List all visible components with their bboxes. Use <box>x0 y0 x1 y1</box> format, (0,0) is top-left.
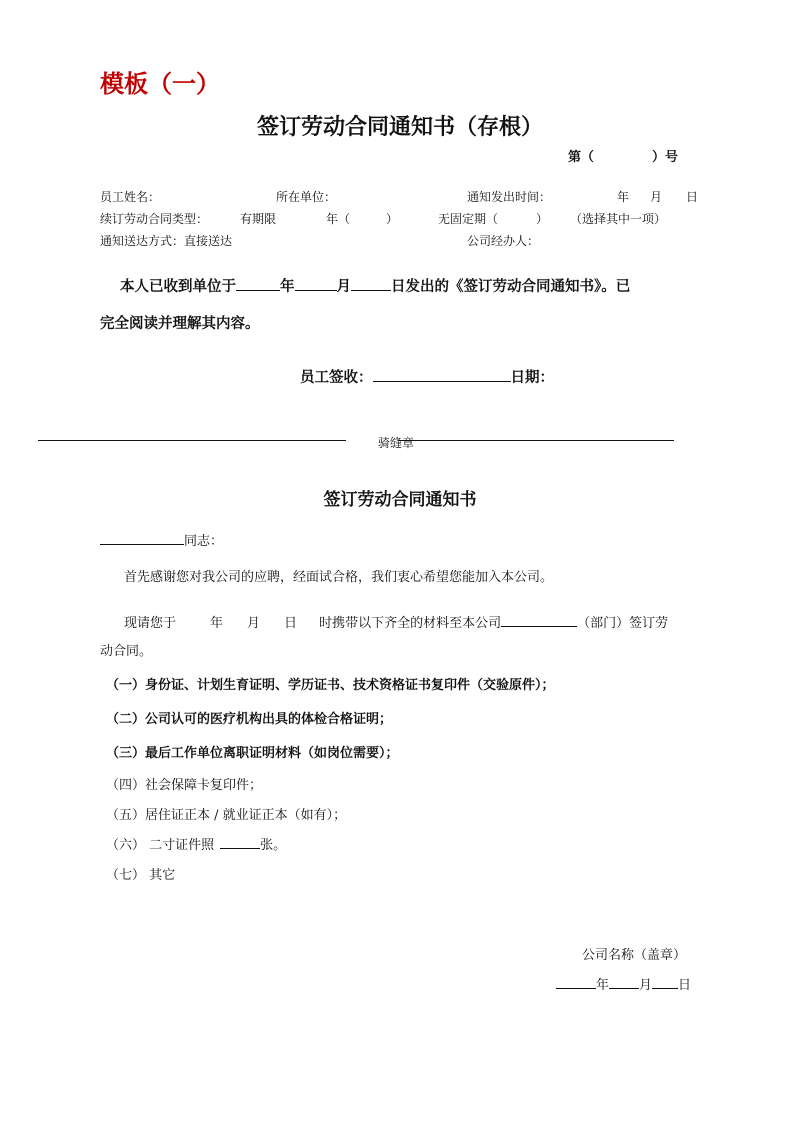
perforation-line-left <box>38 440 346 441</box>
employee-sign-row <box>300 366 554 387</box>
name-blank[interactable] <box>100 531 184 545</box>
list-item-1: （一）身份证、计划生育证明、学历证书、技术资格证书复印件（交验原件）； <box>106 678 555 693</box>
number-suffix: ）号 <box>652 150 679 165</box>
list-item-3: （三）最后工作单位离职证明材料（如岗位需要）； <box>106 746 399 761</box>
ack-text-b: 日发出的《签订劳动合同通知书》。已 <box>391 278 631 295</box>
company-year-blank[interactable] <box>556 975 596 989</box>
choose-one-note: （选择其中一项） <box>570 212 667 226</box>
fixed-term-years: 年（ <box>326 212 351 226</box>
acknowledgement-line-1 <box>120 275 630 296</box>
template-label: 模板（一） <box>100 69 220 98</box>
invite-line-1 <box>124 612 668 631</box>
list-item-6 <box>106 834 286 853</box>
sign-blank[interactable] <box>373 367 511 383</box>
ack-month-blank[interactable] <box>295 276 337 292</box>
company-day-blank[interactable] <box>652 975 678 989</box>
company-seal-label: 公司名称（盖章） <box>582 948 687 963</box>
unit-label: 所在单位： <box>276 190 337 204</box>
photo-count-blank[interactable] <box>220 835 260 849</box>
notice-title: 签订劳动合同通知书 <box>323 490 477 510</box>
open-term-close: ） <box>536 212 549 226</box>
company-year: 年 <box>596 978 610 993</box>
invite-text-c: （部门）签订劳 <box>577 616 669 631</box>
greeting: 首先感谢您对我公司的应聘，经面试合格，我们衷心希望您能加入本公司。 <box>124 570 554 585</box>
acknowledgement-line-2: 完全阅读并理解其内容。 <box>100 315 260 332</box>
invite-text-a: 现请您于 <box>124 616 177 631</box>
invite-line-2: 动合同。 <box>100 644 153 659</box>
invite-month: 月 <box>247 616 261 631</box>
department-blank[interactable] <box>501 613 577 627</box>
stub-number <box>568 146 678 165</box>
perforation-line-right <box>398 440 674 441</box>
company-day: 日 <box>678 978 692 993</box>
list-item-4: （四）社会保障卡复印件； <box>106 778 263 793</box>
list-item-2: （二）公司认可的医疗机构出具的体检合格证明； <box>106 712 393 727</box>
fixed-term-option: 有期限 <box>240 212 277 226</box>
ack-text-a: 本人已收到单位于 <box>120 278 236 295</box>
notice-day: 日 <box>686 190 699 204</box>
fixed-term-close: ） <box>386 212 399 226</box>
invite-text-b: 时携带以下齐全的材料至本公司 <box>319 616 502 631</box>
ack-day-blank[interactable] <box>351 276 391 292</box>
company-month: 月 <box>639 978 653 993</box>
list-item-5: （五）居住证正本 / 就业证正本（如有）； <box>106 808 347 823</box>
notice-month: 月 <box>650 190 663 204</box>
company-month-blank[interactable] <box>609 975 639 989</box>
delivery-label: 通知送达方式： <box>100 234 185 248</box>
notice-time-label: 通知发出时间： <box>467 190 552 204</box>
contract-type-label: 续订劳动合同类型： <box>100 212 209 226</box>
employee-name-label: 员工姓名： <box>100 190 161 204</box>
photo-unit: 张。 <box>260 838 287 853</box>
photo-text: （六） 二寸证件照 <box>106 838 215 853</box>
ack-month: 月 <box>336 278 351 295</box>
date-label: 日期： <box>510 369 554 386</box>
list-item-7: （七） 其它 <box>106 868 176 883</box>
salutation: 同志： <box>184 534 224 549</box>
number-prefix: 第（ <box>568 150 595 165</box>
salutation-row <box>100 530 223 549</box>
ack-year-blank[interactable] <box>236 276 280 292</box>
ack-year: 年 <box>280 278 295 295</box>
handler-label: 公司经办人： <box>467 234 540 248</box>
sign-label: 员工签收： <box>300 369 373 386</box>
delivery-method-label <box>100 232 232 249</box>
invite-year: 年 <box>210 616 224 631</box>
perforation-seal-label: 骑缝章 <box>378 436 415 450</box>
notice-year: 年 <box>617 190 630 204</box>
stub-title: 签订劳动合同通知书（存根） <box>256 114 543 140</box>
delivery-value: 直接送达 <box>184 234 233 248</box>
company-date-row <box>556 974 691 993</box>
open-term-option: 无固定期（ <box>438 212 499 226</box>
invite-day: 日 <box>284 616 298 631</box>
